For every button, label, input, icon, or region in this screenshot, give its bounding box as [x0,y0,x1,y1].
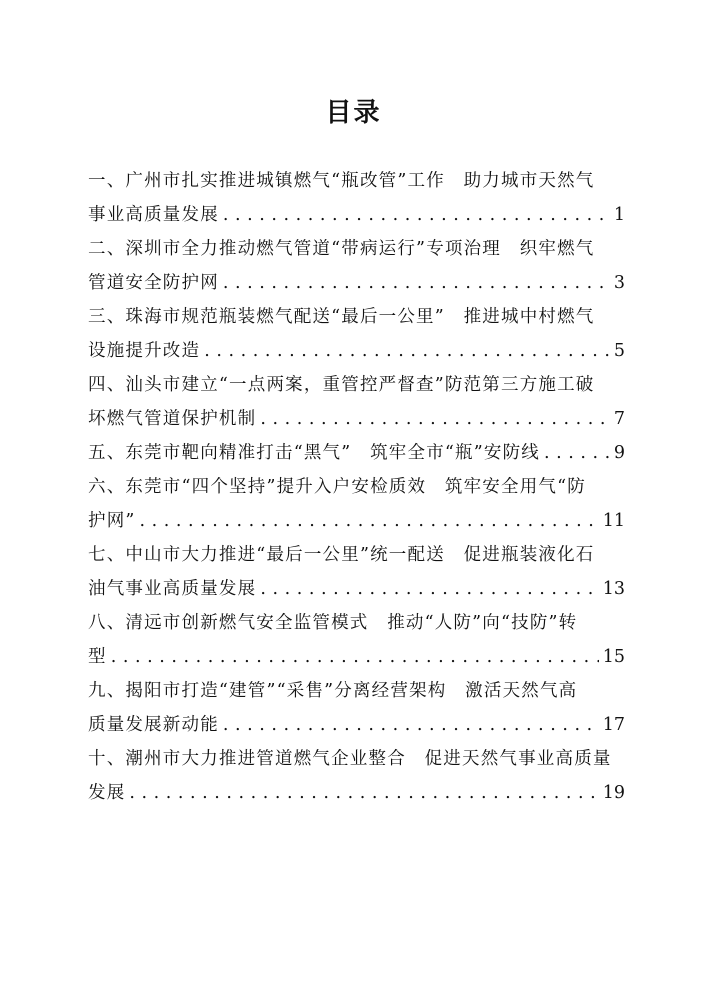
toc-page-number: 19 [602,783,625,803]
dot-leader [204,334,610,368]
toc-entry-title-continued: 坏燃气管道保护机制 [88,409,257,429]
toc-page-number: 3 [613,273,625,293]
toc-entry-title: 五、东莞市靶向精准打击“黑气” 筑牢全市“瓶”安防线 [88,443,540,463]
table-of-contents [88,164,625,810]
toc-page-number: 1 [613,205,625,225]
page-title: 目录 [325,98,382,128]
toc-entry-5[interactable] [88,436,625,470]
toc-entry-2[interactable] [88,232,625,300]
toc-entry-title-continued: 型 [88,647,107,667]
toc-entry-title: 四、汕头市建立“一点两案，重管控严督查”防范第三方施工破 [88,375,595,395]
toc-entry-7[interactable] [88,538,625,606]
toc-page-number: 9 [613,443,625,463]
toc-entry-title: 八、清远市创新燃气安全监管模式 推动“人防”向“技防”转 [88,613,578,633]
toc-entry-title-continued: 护网” [88,511,136,531]
toc-entry-8[interactable] [88,606,625,674]
toc-entry-title-continued: 发展 [88,783,126,803]
dot-leader [140,504,599,538]
toc-entry-1[interactable] [88,164,625,232]
toc-entry-title: 三、珠海市规范瓶装燃气配送“最后一公里” 推进城中村燃气 [88,307,595,327]
toc-page-number: 5 [613,341,625,361]
dot-leader [111,640,599,674]
toc-entry-title: 九、揭阳市打造“建管”“采售”分离经营架构 激活天然气高 [88,681,578,701]
toc-entry-9[interactable] [88,674,625,742]
toc-entry-title-continued: 设施提升改造 [88,341,201,361]
toc-entry-title: 六、东莞市“四个坚持”提升入户安检质效 筑牢安全用气“防 [88,477,586,497]
toc-page-number: 7 [613,409,625,429]
dot-leader [223,198,610,232]
toc-entry-title-continued: 事业高质量发展 [88,205,219,225]
toc-entry-4[interactable] [88,368,625,436]
toc-entry-title-continued: 油气事业高质量发展 [88,579,257,599]
toc-entry-6[interactable] [88,470,625,538]
toc-page-number: 15 [602,647,625,667]
dot-leader [260,572,598,606]
dot-leader [223,708,599,742]
toc-page-number: 13 [602,579,625,599]
dot-leader [223,266,610,300]
toc-entry-title: 七、中山市大力推进“最后一公里”统一配送 促进瓶装液化石 [88,545,595,565]
toc-entry-title-continued: 管道安全防护网 [88,273,219,293]
toc-entry-title: 十、潮州市大力推进管道燃气企业整合 促进天然气事业高质量 [88,749,612,769]
toc-entry-title: 二、深圳市全力推动燃气管道“带病运行”专项治理 织牢燃气 [88,239,595,259]
toc-entry-title-continued: 质量发展新动能 [88,715,219,735]
dot-leader [129,776,598,810]
toc-entry-3[interactable] [88,300,625,368]
toc-page-number: 17 [602,715,625,735]
dot-leader [544,436,610,470]
toc-entry-title: 一、广州市扎实推进城镇燃气“瓶改管”工作 助力城市天然气 [88,171,595,191]
toc-entry-10[interactable] [88,742,625,810]
dot-leader [260,402,610,436]
toc-page-number: 11 [602,511,625,531]
